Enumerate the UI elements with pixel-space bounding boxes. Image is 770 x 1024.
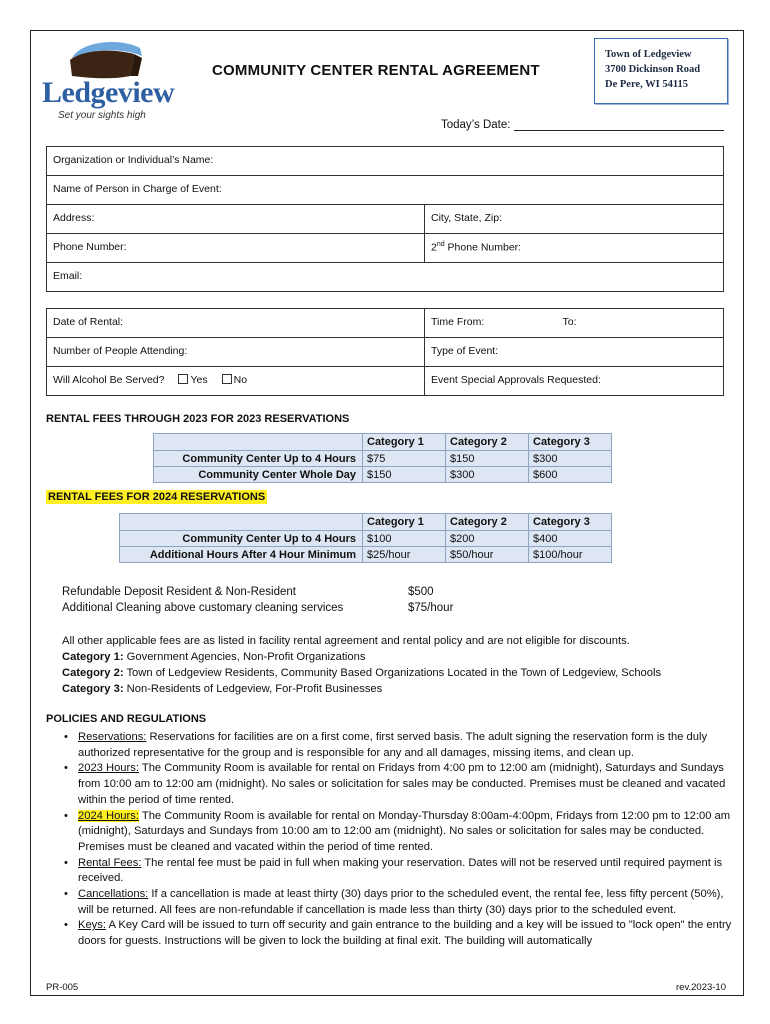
person-in-charge-field[interactable]: Name of Person in Charge of Event: bbox=[47, 176, 724, 205]
email-field[interactable]: Email: bbox=[47, 263, 724, 292]
todays-date-field[interactable] bbox=[441, 118, 724, 131]
fee-value: $200 bbox=[446, 531, 529, 547]
org-name-field[interactable]: Organization or Individual’s Name: bbox=[47, 147, 724, 176]
fees-column-header: Category 1 bbox=[363, 514, 446, 531]
fee-row-name: Community Center Up to 4 Hours bbox=[154, 451, 363, 467]
second-phone-label: Phone Number: bbox=[444, 241, 522, 254]
fee-value: $400 bbox=[529, 531, 612, 547]
people-attending-field[interactable]: Number of People Attending: bbox=[47, 338, 425, 367]
yes-checkbox[interactable] bbox=[178, 374, 188, 384]
category-label: Category 1: bbox=[62, 651, 124, 663]
second-phone-field[interactable] bbox=[425, 234, 724, 263]
address-line: De Pere, WI 54115 bbox=[605, 79, 689, 90]
fees-2023-heading: RENTAL FEES THROUGH 2023 FOR 2023 RESERVATIONS bbox=[46, 413, 350, 425]
city-state-zip-field[interactable]: City, State, Zip: bbox=[425, 205, 724, 234]
fee-value: $100 bbox=[363, 531, 446, 547]
list-item bbox=[78, 887, 742, 918]
fees-2023-table bbox=[153, 433, 612, 483]
fee-row-name: Additional Hours After 4 Hour Minimum bbox=[120, 547, 363, 563]
category-text: Government Agencies, Non-Profit Organizations bbox=[123, 651, 366, 663]
table-row bbox=[154, 467, 612, 483]
list-item bbox=[78, 809, 742, 856]
fee-value: $150 bbox=[446, 451, 529, 467]
fee-value: $600 bbox=[529, 467, 612, 483]
fees-note: All other applicable fees are as listed in facility rental agreement and rental policy and are not eligible for discounts. bbox=[62, 635, 630, 647]
revision-code: rev.2023-10 bbox=[676, 982, 726, 993]
fee-value: $100/hour bbox=[529, 547, 612, 563]
yes-label: Yes bbox=[190, 374, 208, 386]
policy-text: Reservations for facilities are on a first come, first served basis. The adult signing the reservation form is the duly authorized representative for the group and is responsible for any and all damages, missing items, and clean up. bbox=[78, 731, 708, 759]
alcohol-label: Will Alcohol Be Served? bbox=[53, 374, 165, 386]
table-row bbox=[154, 451, 612, 467]
applicant-info-table bbox=[46, 146, 724, 292]
category-label: Category 3: bbox=[62, 683, 124, 695]
fee-value: $25/hour bbox=[363, 547, 446, 563]
policy-text: If a cancellation is made at least thirty (30) days prior to the scheduled event, the rental fee, less fifty percent (50%), will be returned. All fees are non-refundable if cancellation is made less than thirty (30) days prior to the scheduled event. bbox=[78, 888, 724, 916]
time-from-label: Time From: bbox=[431, 316, 485, 328]
no-label: No bbox=[233, 374, 248, 386]
logo-tagline: Set your sights high bbox=[58, 110, 146, 121]
todays-date-line[interactable] bbox=[514, 118, 724, 131]
fee-value: $300 bbox=[446, 467, 529, 483]
deposit-value: $75/hour bbox=[408, 602, 454, 614]
second-phone-label-num: 2 bbox=[431, 241, 437, 254]
fee-value: $50/hour bbox=[446, 547, 529, 563]
fees-2024-table bbox=[119, 513, 612, 563]
policy-key: Rental Fees: bbox=[78, 856, 142, 869]
fees-column-header: Category 3 bbox=[529, 514, 612, 531]
policy-key: 2024 Hours: bbox=[78, 809, 139, 822]
todays-date-label: Today’s Date: bbox=[441, 119, 511, 131]
time-field[interactable] bbox=[425, 309, 724, 338]
policies-heading: POLICIES AND REGULATIONS bbox=[46, 713, 207, 725]
fees-column-header: Category 3 bbox=[529, 434, 612, 451]
table-row bbox=[120, 547, 612, 563]
address-line: Town of Ledgeview bbox=[605, 49, 692, 60]
policy-text: A Key Card will be issued to turn off security and gain entrance to the building and a key will be issued to "lock open" the entry doors for guests. Instructions will be given to lock the building at final exit. The building will automatically bbox=[78, 919, 732, 948]
document-title: COMMUNITY CENTER RENTAL AGREEMENT bbox=[212, 62, 540, 79]
policy-text: The rental fee must be paid in full when making your reservation. Dates will not be reserved until required payment is received. bbox=[78, 856, 723, 885]
event-info-table bbox=[46, 308, 724, 396]
category-text: Non-Residents of Ledgeview, For-Profit Businesses bbox=[123, 683, 383, 695]
date-of-rental-field[interactable]: Date of Rental: bbox=[47, 309, 425, 338]
deposit-label: Additional Cleaning above customary cleaning services bbox=[62, 602, 344, 614]
address-line: 3700 Dickinson Road bbox=[605, 64, 701, 75]
table-row bbox=[120, 531, 612, 547]
town-address-box bbox=[594, 38, 728, 104]
address-field[interactable]: Address: bbox=[47, 205, 425, 234]
deposit-label: Refundable Deposit Resident & Non-Resident bbox=[62, 586, 296, 598]
fees-header-blank bbox=[120, 514, 363, 531]
fees-2024-heading bbox=[46, 491, 267, 503]
fee-value: $300 bbox=[529, 451, 612, 467]
fees-header-blank bbox=[154, 434, 363, 451]
category-line bbox=[62, 681, 382, 697]
policy-key: 2023 Hours: bbox=[78, 762, 139, 775]
second-phone-label-sup: nd bbox=[436, 241, 445, 248]
policy-text: The Community Room is available for rental on Monday-Thursday 8:00am-4:00pm, Fridays from 12:00 pm to 12:00 am (midnight), Saturdays and Sundays from 10:00 am to 12:00 am (midnight). No sales or solicitation for sales may be conducted. Premises must be cleaned and vacated within the period of time rented. bbox=[78, 809, 731, 853]
fees-column-header: Category 2 bbox=[446, 434, 529, 451]
no-checkbox[interactable] bbox=[222, 374, 232, 384]
time-to-label: To: bbox=[562, 316, 577, 328]
category-text: Town of Ledgeview Residents, Community Based Organizations Located in the Town of Ledgeview, Schools bbox=[123, 667, 662, 679]
policy-key: Keys: bbox=[78, 919, 106, 932]
fees-column-header: Category 2 bbox=[446, 514, 529, 531]
form-code: PR-005 bbox=[46, 982, 79, 993]
category-label: Category 2: bbox=[62, 667, 124, 679]
policy-key: Cancellations: bbox=[78, 888, 149, 901]
phone-field[interactable]: Phone Number: bbox=[47, 234, 425, 263]
fee-value: $150 bbox=[363, 467, 446, 483]
list-item bbox=[78, 761, 742, 808]
logo-wordmark: Ledgeview bbox=[42, 76, 175, 109]
policy-text: The Community Room is available for rental on Fridays from 4:00 pm to 12:00 am (midnight), Saturdays and Sundays from 10:00 am to 12:00 am (midnight). No sales or solicitation for sales may be conducted. Premises must be cleaned and vacated within the period of time rented. bbox=[78, 762, 726, 806]
deposit-value: $500 bbox=[408, 586, 434, 598]
special-approvals-field[interactable]: Event Special Approvals Requested: bbox=[425, 367, 724, 396]
category-line bbox=[62, 649, 365, 665]
list-item bbox=[78, 730, 742, 761]
alcohol-field bbox=[47, 367, 425, 396]
fee-row-name: Community Center Whole Day bbox=[154, 467, 363, 483]
fees-column-header: Category 1 bbox=[363, 434, 446, 451]
list-item bbox=[78, 918, 742, 949]
list-item bbox=[78, 856, 742, 887]
fees-2024-heading-text: RENTAL FEES FOR 2024 RESERVATIONS bbox=[48, 491, 266, 503]
policies-list bbox=[62, 730, 742, 950]
type-of-event-field[interactable]: Type of Event: bbox=[425, 338, 724, 367]
fee-row-name: Community Center Up to 4 Hours bbox=[120, 531, 363, 547]
fee-value: $75 bbox=[363, 451, 446, 467]
category-line bbox=[62, 665, 661, 681]
policy-key: Reservations: bbox=[78, 731, 147, 743]
